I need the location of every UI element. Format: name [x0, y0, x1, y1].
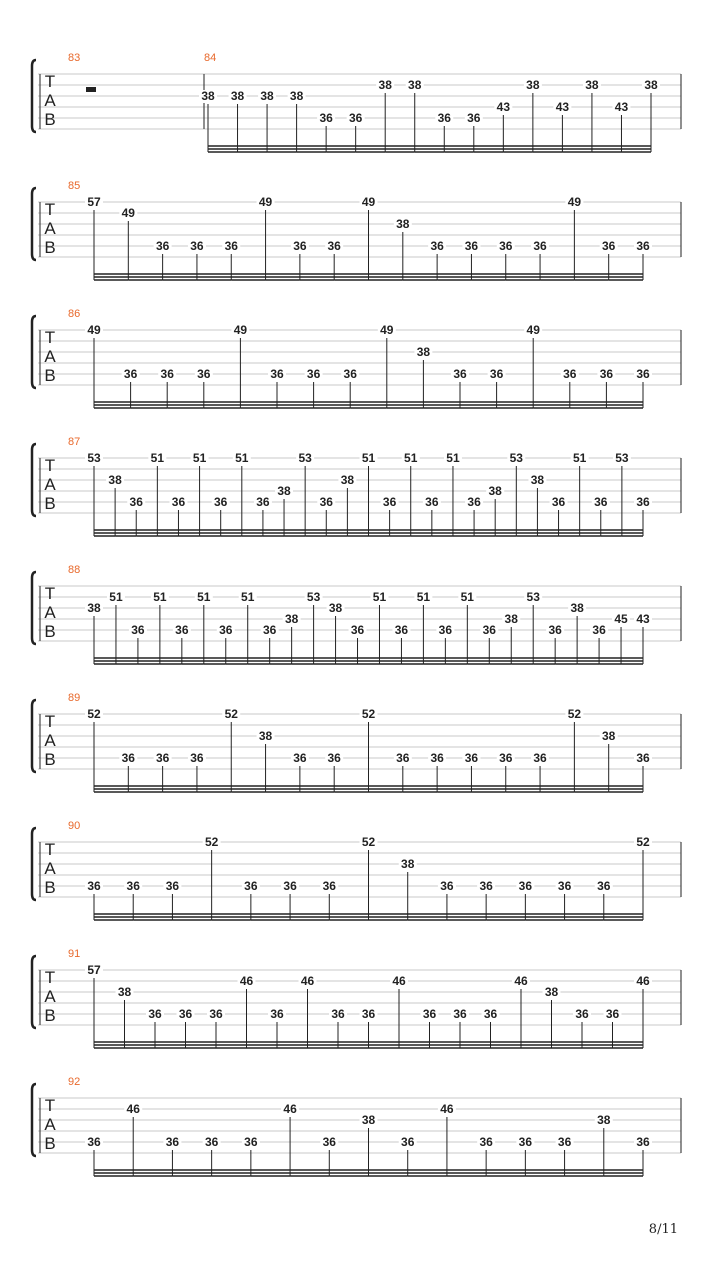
- fret-number: 36: [483, 1007, 498, 1021]
- fret-number: 36: [467, 111, 481, 125]
- tab-clef-letter: T: [44, 456, 56, 475]
- fret-number: 38: [328, 601, 343, 615]
- fret-number: 36: [129, 495, 143, 509]
- fret-number: 36: [437, 111, 451, 125]
- system-bracket: [32, 1084, 36, 1156]
- tab-clef-letter: A: [44, 347, 56, 366]
- fret-number: 46: [126, 1102, 140, 1116]
- fret-number: 38: [230, 89, 245, 103]
- fret-number: 53: [298, 451, 312, 465]
- system-bracket: [32, 956, 36, 1028]
- tab-clef-letter: A: [44, 91, 56, 110]
- fret-number: 49: [258, 195, 273, 209]
- fret-number: 36: [263, 623, 277, 637]
- fret-number: 36: [482, 623, 496, 637]
- fret-number: 51: [235, 451, 249, 465]
- fret-number: 52: [636, 835, 650, 849]
- tab-system: [32, 52, 681, 152]
- fret-number: 52: [224, 707, 238, 721]
- whole-rest: [86, 87, 96, 92]
- fret-number: 51: [572, 451, 587, 465]
- fret-number: 36: [599, 367, 614, 381]
- fret-number: 36: [575, 1007, 589, 1021]
- fret-number: 53: [87, 451, 101, 465]
- measure-number: 87: [68, 436, 81, 448]
- fret-number: 36: [165, 1135, 180, 1149]
- fret-number: 38: [585, 78, 599, 92]
- tab-clef-letter: T: [44, 584, 56, 603]
- fret-number: 38: [396, 217, 410, 231]
- tab-clef-letter: B: [44, 1006, 56, 1025]
- fret-number: 38: [201, 89, 215, 103]
- fret-number: 46: [636, 974, 650, 988]
- fret-number: 36: [350, 623, 365, 637]
- tab-clef-letter: T: [44, 712, 56, 731]
- measure-number: 85: [68, 180, 81, 192]
- tab-clef-letter: A: [44, 1115, 56, 1134]
- fret-number: 36: [605, 1007, 620, 1021]
- fret-number: 49: [567, 195, 582, 209]
- fret-number: 36: [440, 879, 454, 893]
- fret-number: 52: [361, 707, 376, 721]
- fret-number: 36: [190, 239, 204, 253]
- tab-clef-letter: B: [44, 110, 56, 129]
- fret-number: 36: [322, 879, 336, 893]
- fret-number: 36: [331, 1007, 345, 1021]
- fret-number: 36: [518, 879, 533, 893]
- tab-clef-letter: T: [44, 840, 56, 859]
- fret-number: 36: [190, 751, 204, 765]
- fret-number: 36: [197, 367, 211, 381]
- fret-number: 36: [87, 1135, 101, 1149]
- fret-number: 36: [270, 367, 284, 381]
- fret-number: 38: [340, 473, 355, 487]
- fret-number: 38: [416, 345, 431, 359]
- tab-clef-letter: A: [44, 475, 56, 494]
- system-bracket: [32, 188, 36, 260]
- fret-number: 51: [153, 590, 167, 604]
- fret-number: 49: [233, 323, 248, 337]
- tab-clef-letter: A: [44, 859, 56, 878]
- tab-clef-letter: T: [44, 328, 56, 347]
- fret-number: 36: [204, 1135, 219, 1149]
- fret-number: 53: [306, 590, 321, 604]
- measure-number: 83: [68, 52, 81, 64]
- fret-number: 38: [504, 612, 518, 626]
- tab-clef-letter: T: [44, 200, 56, 219]
- fret-number: 36: [361, 1007, 376, 1021]
- fret-number: 36: [148, 1007, 162, 1021]
- fret-number: 36: [224, 239, 238, 253]
- system-bracket: [32, 700, 36, 772]
- fret-number: 52: [87, 707, 101, 721]
- fret-number: 36: [126, 879, 140, 893]
- fret-number: 36: [499, 239, 513, 253]
- fret-number: 38: [401, 857, 415, 871]
- page-number: 8/11: [648, 1222, 678, 1237]
- fret-number: 36: [518, 1135, 533, 1149]
- fret-number: 53: [509, 451, 523, 465]
- tab-system: [32, 692, 681, 792]
- fret-number: 36: [396, 751, 410, 765]
- fret-number: 36: [256, 495, 270, 509]
- fret-number: 38: [277, 484, 291, 498]
- fret-number: 38: [602, 729, 616, 743]
- fret-number: 36: [209, 1007, 223, 1021]
- fret-number: 38: [378, 78, 392, 92]
- fret-number: 36: [394, 623, 409, 637]
- fret-number: 36: [121, 751, 135, 765]
- fret-number: 36: [422, 1007, 437, 1021]
- fret-number: 36: [131, 623, 145, 637]
- fret-number: 36: [123, 367, 138, 381]
- fret-number: 38: [361, 1113, 376, 1127]
- system-bracket: [32, 60, 36, 132]
- fret-number: 51: [192, 451, 207, 465]
- fret-number: 36: [171, 495, 186, 509]
- measure-number: 86: [68, 308, 81, 320]
- fret-number: 36: [489, 367, 504, 381]
- fret-number: 36: [563, 367, 577, 381]
- fret-number: 51: [460, 590, 474, 604]
- fret-number: 36: [244, 1135, 258, 1149]
- tab-clef-letter: A: [44, 987, 56, 1006]
- fret-number: 36: [430, 239, 444, 253]
- tab-system: [32, 1076, 681, 1176]
- fret-number: 38: [260, 89, 274, 103]
- fret-number: 51: [446, 451, 460, 465]
- tab-clef-letter: A: [44, 219, 56, 238]
- fret-number: 36: [306, 367, 321, 381]
- fret-number: 38: [408, 78, 422, 92]
- fret-number: 36: [165, 879, 180, 893]
- fret-number: 36: [87, 879, 101, 893]
- fret-number: 36: [636, 239, 650, 253]
- fret-number: 36: [594, 495, 608, 509]
- system-bracket: [32, 316, 36, 388]
- fret-number: 38: [644, 78, 658, 92]
- tab-clef-letter: B: [44, 878, 56, 897]
- tab-system: [32, 180, 681, 280]
- fret-number: 36: [219, 623, 233, 637]
- fret-number: 36: [175, 623, 189, 637]
- measure-number: 89: [68, 692, 81, 704]
- fret-number: 43: [614, 100, 629, 114]
- fret-number: 36: [348, 111, 363, 125]
- fret-number: 36: [283, 879, 297, 893]
- measure-number: 90: [68, 820, 81, 832]
- fret-number: 36: [453, 1007, 467, 1021]
- fret-number: 38: [117, 985, 132, 999]
- fret-number: 51: [197, 590, 211, 604]
- fret-number: 36: [533, 239, 547, 253]
- fret-number: 36: [636, 1135, 650, 1149]
- fret-number: 38: [108, 473, 122, 487]
- fret-number: 36: [499, 751, 513, 765]
- fret-number: 36: [160, 367, 174, 381]
- fret-number: 36: [592, 623, 606, 637]
- fret-number: 46: [283, 1102, 297, 1116]
- fret-number: 36: [382, 495, 397, 509]
- fret-number: 38: [284, 612, 299, 626]
- measure-number: 84: [204, 52, 217, 64]
- fret-number: 36: [178, 1007, 193, 1021]
- measure-number: 91: [68, 948, 81, 960]
- fret-number: 36: [597, 879, 611, 893]
- fret-number: 36: [636, 495, 650, 509]
- fret-number: 36: [293, 751, 307, 765]
- fret-number: 51: [241, 590, 255, 604]
- fret-number: 51: [361, 451, 376, 465]
- fret-number: 52: [204, 835, 219, 849]
- fret-number: 38: [258, 729, 273, 743]
- tab-clef-letter: T: [44, 1096, 56, 1115]
- fret-number: 36: [430, 751, 444, 765]
- fret-number: 46: [392, 974, 406, 988]
- tab-clef-letter: A: [44, 603, 56, 622]
- tab-clef-letter: T: [44, 72, 56, 91]
- tab-system: [32, 820, 681, 920]
- fret-number: 57: [87, 195, 101, 209]
- fret-number: 38: [530, 473, 545, 487]
- fret-number: 36: [214, 495, 228, 509]
- fret-number: 36: [343, 367, 357, 381]
- tab-system: [32, 308, 681, 408]
- fret-number: 53: [615, 451, 629, 465]
- fret-number: 36: [467, 495, 481, 509]
- measure-number: 88: [68, 564, 81, 576]
- fret-number: 46: [239, 974, 254, 988]
- fret-number: 49: [121, 206, 135, 220]
- fret-number: 38: [544, 985, 559, 999]
- tab-system: [32, 436, 681, 536]
- fret-number: 51: [372, 590, 387, 604]
- fret-number: 36: [327, 239, 341, 253]
- fret-number: 45: [614, 612, 628, 626]
- fret-number: 46: [300, 974, 315, 988]
- fret-number: 36: [155, 751, 170, 765]
- fret-number: 36: [293, 239, 307, 253]
- fret-number: 49: [380, 323, 394, 337]
- fret-number: 36: [319, 495, 333, 509]
- system-bracket: [32, 828, 36, 900]
- fret-number: 51: [416, 590, 431, 604]
- fret-number: 36: [464, 751, 479, 765]
- fret-number: 36: [244, 879, 258, 893]
- measure-number: 92: [68, 1076, 81, 1088]
- fret-number: 43: [555, 100, 570, 114]
- tab-clef-letter: B: [44, 494, 56, 513]
- fret-number: 51: [404, 451, 418, 465]
- fret-number: 38: [289, 89, 304, 103]
- fret-number: 36: [155, 239, 170, 253]
- fret-number: 36: [425, 495, 439, 509]
- fret-number: 57: [87, 963, 101, 977]
- tab-clef-letter: B: [44, 622, 56, 641]
- fret-number: 36: [557, 1135, 572, 1149]
- fret-number: 51: [109, 590, 123, 604]
- fret-number: 36: [548, 623, 562, 637]
- fret-number: 38: [597, 1113, 611, 1127]
- fret-number: 36: [636, 367, 650, 381]
- fret-number: 43: [496, 100, 511, 114]
- tab-system: [32, 564, 681, 664]
- fret-number: 36: [453, 367, 467, 381]
- fret-number: 38: [488, 484, 502, 498]
- fret-number: 36: [319, 111, 333, 125]
- fret-number: 36: [464, 239, 479, 253]
- fret-number: 38: [526, 78, 540, 92]
- tab-clef-letter: B: [44, 1134, 56, 1153]
- fret-number: 36: [533, 751, 547, 765]
- fret-number: 51: [150, 451, 165, 465]
- fret-number: 36: [401, 1135, 415, 1149]
- fret-number: 36: [479, 879, 493, 893]
- fret-number: 36: [551, 495, 566, 509]
- fret-number: 36: [327, 751, 341, 765]
- fret-number: 36: [438, 623, 453, 637]
- fret-number: 49: [361, 195, 376, 209]
- tab-system: [32, 948, 681, 1048]
- fret-number: 36: [557, 879, 572, 893]
- fret-number: 43: [636, 612, 650, 626]
- fret-number: 36: [602, 239, 616, 253]
- fret-number: 49: [87, 323, 101, 337]
- tab-clef-letter: A: [44, 731, 56, 750]
- tab-clef-letter: B: [44, 238, 56, 257]
- fret-number: 36: [479, 1135, 493, 1149]
- fret-number: 49: [526, 323, 540, 337]
- tab-clef-letter: B: [44, 750, 56, 769]
- fret-number: 46: [514, 974, 528, 988]
- fret-number: 38: [570, 601, 584, 615]
- fret-number: 36: [636, 751, 650, 765]
- fret-number: 36: [322, 1135, 336, 1149]
- fret-number: 46: [440, 1102, 454, 1116]
- fret-number: 52: [567, 707, 582, 721]
- fret-number: 38: [87, 601, 101, 615]
- fret-number: 53: [526, 590, 540, 604]
- system-bracket: [32, 572, 36, 644]
- system-bracket: [32, 444, 36, 516]
- tab-clef-letter: B: [44, 366, 56, 385]
- fret-number: 36: [270, 1007, 284, 1021]
- tab-clef-letter: T: [44, 968, 56, 987]
- fret-number: 52: [361, 835, 376, 849]
